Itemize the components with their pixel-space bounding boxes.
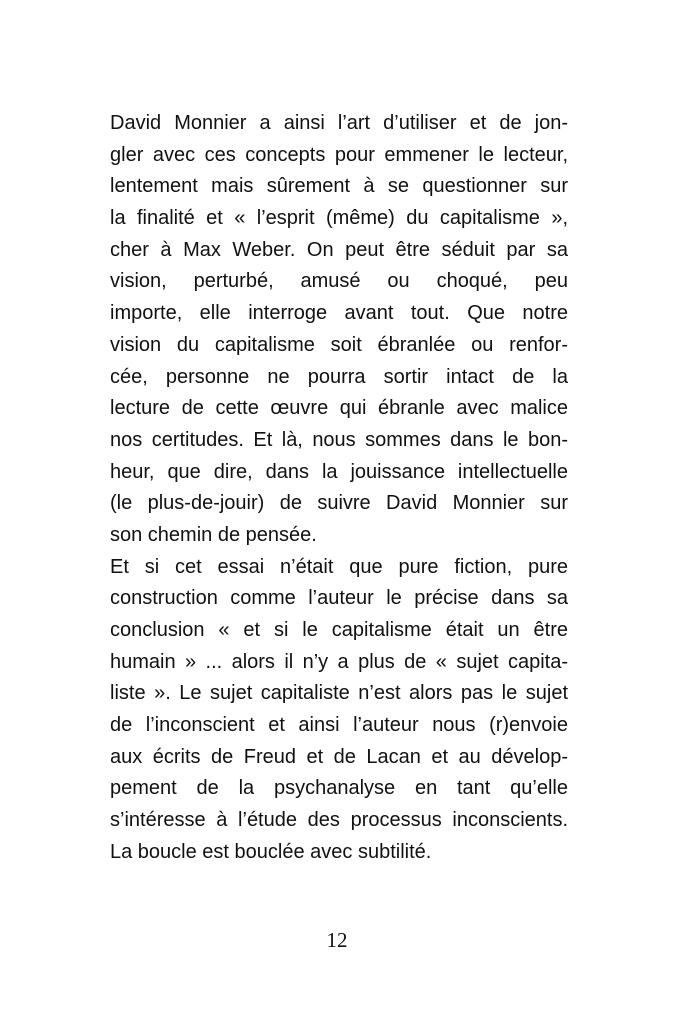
text-line: Et si cet essai n’était que pure fiction, pure xyxy=(110,555,568,578)
text-line: aux écrits de Freud et de Lacan et au dévelop- xyxy=(110,745,568,768)
text-line: gler avec ces concepts pour emmener le lecteur, xyxy=(110,143,568,166)
text-line: de l’inconscient et ainsi l’auteur nous (r)envoie xyxy=(110,714,568,737)
text-line: heur, que dire, dans la jouissance intellectuelle xyxy=(110,460,568,483)
text-line: vision, perturbé, amusé ou choqué, peu xyxy=(110,270,568,293)
text-line: lecture de cette œuvre qui ébranle avec malice xyxy=(110,397,568,420)
paragraph xyxy=(110,108,568,552)
text-line: pement de la psychanalyse en tant qu’elle xyxy=(110,777,568,800)
text-line: importe, elle interroge avant tout. Que notre xyxy=(110,302,568,325)
paragraph xyxy=(110,552,568,869)
text-line: La boucle est bouclée avec subtilité. xyxy=(110,840,432,863)
text-line: construction comme l’auteur le précise dans sa xyxy=(110,587,568,610)
text-line: humain » ... alors il n’y a plus de « sujet capita- xyxy=(110,650,568,673)
text-line: (le plus-de-jouir) de suivre David Monnier sur xyxy=(110,492,568,515)
text-line: David Monnier a ainsi l’art d’utiliser et de jon- xyxy=(110,112,568,134)
page-number: 12 xyxy=(326,928,348,952)
body-text xyxy=(110,108,568,869)
text-line: nos certitudes. Et là, nous sommes dans le bon- xyxy=(110,428,568,451)
text-line: conclusion « et si le capitalisme était un être xyxy=(110,619,568,641)
text-line: lentement mais sûrement à se questionner sur xyxy=(110,175,568,198)
text-line: cée, personne ne pourra sortir intact de la xyxy=(110,365,568,388)
text-line: s’intéresse à l’étude des processus inconscients. xyxy=(110,809,568,832)
text-line: liste ». Le sujet capitaliste n’est alors pas le sujet xyxy=(110,682,568,705)
text-line: cher à Max Weber. On peut être séduit par sa xyxy=(110,238,568,261)
text-line: son chemin de pensée. xyxy=(110,523,317,546)
text-line: vision du capitalisme soit ébranlée ou renfor- xyxy=(110,333,568,356)
text-line: la finalité et « l’esprit (même) du capitalisme », xyxy=(110,207,568,230)
